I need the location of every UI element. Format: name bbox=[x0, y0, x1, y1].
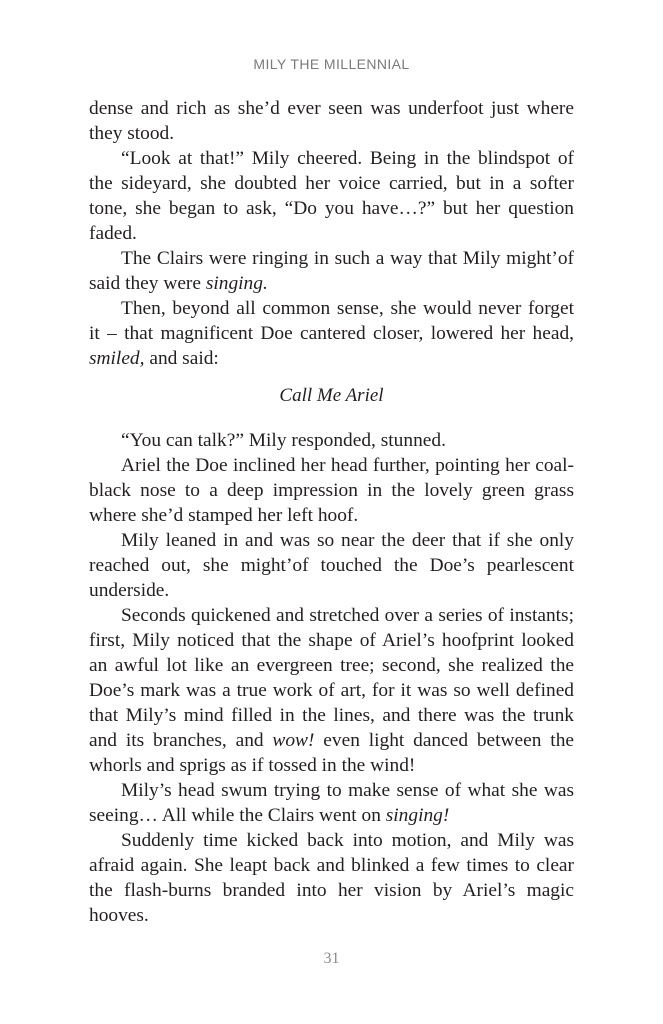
paragraph bbox=[89, 453, 574, 528]
paragraph bbox=[89, 96, 574, 146]
running-head: MILY THE MILLENNIAL bbox=[253, 56, 410, 72]
text-segment: Mily’s head swum trying to make sense of what she was seeing… All while the Clairs went on bbox=[89, 780, 574, 826]
paragraph bbox=[89, 778, 574, 828]
paragraph bbox=[89, 146, 574, 246]
italic-text: smiled, bbox=[89, 348, 145, 369]
italic-text: singing! bbox=[385, 805, 450, 826]
text-segment: even light danced between the whorls and sprigs as if tossed in the wind! bbox=[89, 730, 574, 776]
page-number: 31 bbox=[323, 950, 340, 967]
paragraph bbox=[89, 828, 574, 928]
paragraph bbox=[89, 428, 574, 453]
text-segment: Suddenly time kicked back into motion, and Mily was afraid again. She leapt back and blinked a few times to clear the flash-burns branded into her vision by Ariel’s magic hooves. bbox=[89, 830, 574, 926]
text-segment: Ariel the Doe inclined her head further, pointing her coal-black nose to a deep impression in the lovely green grass where she’d stamped her left hoof. bbox=[89, 455, 574, 526]
italic-text: wow! bbox=[272, 730, 315, 751]
text-segment: Then, beyond all common sense, she would never forget it – that magnificent Doe cantered closer, lowered her head, bbox=[89, 298, 574, 344]
text-segment: Seconds quickened and stretched over a series of instants; first, Mily noticed that the shape of Ariel’s hoofprint looked an awful lot like an evergreen tree; second, she realized the Doe’s mark was a true work of art, for it was so well defined that Mily’s mind filled in the lines, and there was the trunk and its branches, and bbox=[89, 605, 574, 751]
text-segment: “You can talk?” Mily responded, stunned. bbox=[121, 430, 446, 451]
paragraph bbox=[89, 528, 574, 603]
italic-text: singing. bbox=[205, 273, 268, 294]
italic-text: Call Me Ariel bbox=[279, 385, 384, 406]
text-segment: and said: bbox=[144, 348, 219, 369]
text-segment: dense and rich as she’d ever seen was underfoot just where they stood. bbox=[89, 98, 574, 144]
text-segment: Mily leaned in and was so near the deer that if she only reached out, she might’of touched the Doe’s pearlescent underside. bbox=[89, 530, 574, 601]
paragraph bbox=[89, 246, 574, 296]
text-segment: “Look at that!” Mily cheered. Being in the blindspot of the sideyard, she doubted her voice carried, but in a softer tone, she began to ask, “Do you have…?” but her question faded. bbox=[89, 148, 574, 244]
scene-heading bbox=[89, 383, 574, 408]
paragraph bbox=[89, 603, 574, 778]
body-text bbox=[89, 96, 574, 928]
text-segment: The Clairs were ringing in such a way that Mily might’of said they were bbox=[89, 248, 574, 294]
paragraph bbox=[89, 296, 574, 371]
